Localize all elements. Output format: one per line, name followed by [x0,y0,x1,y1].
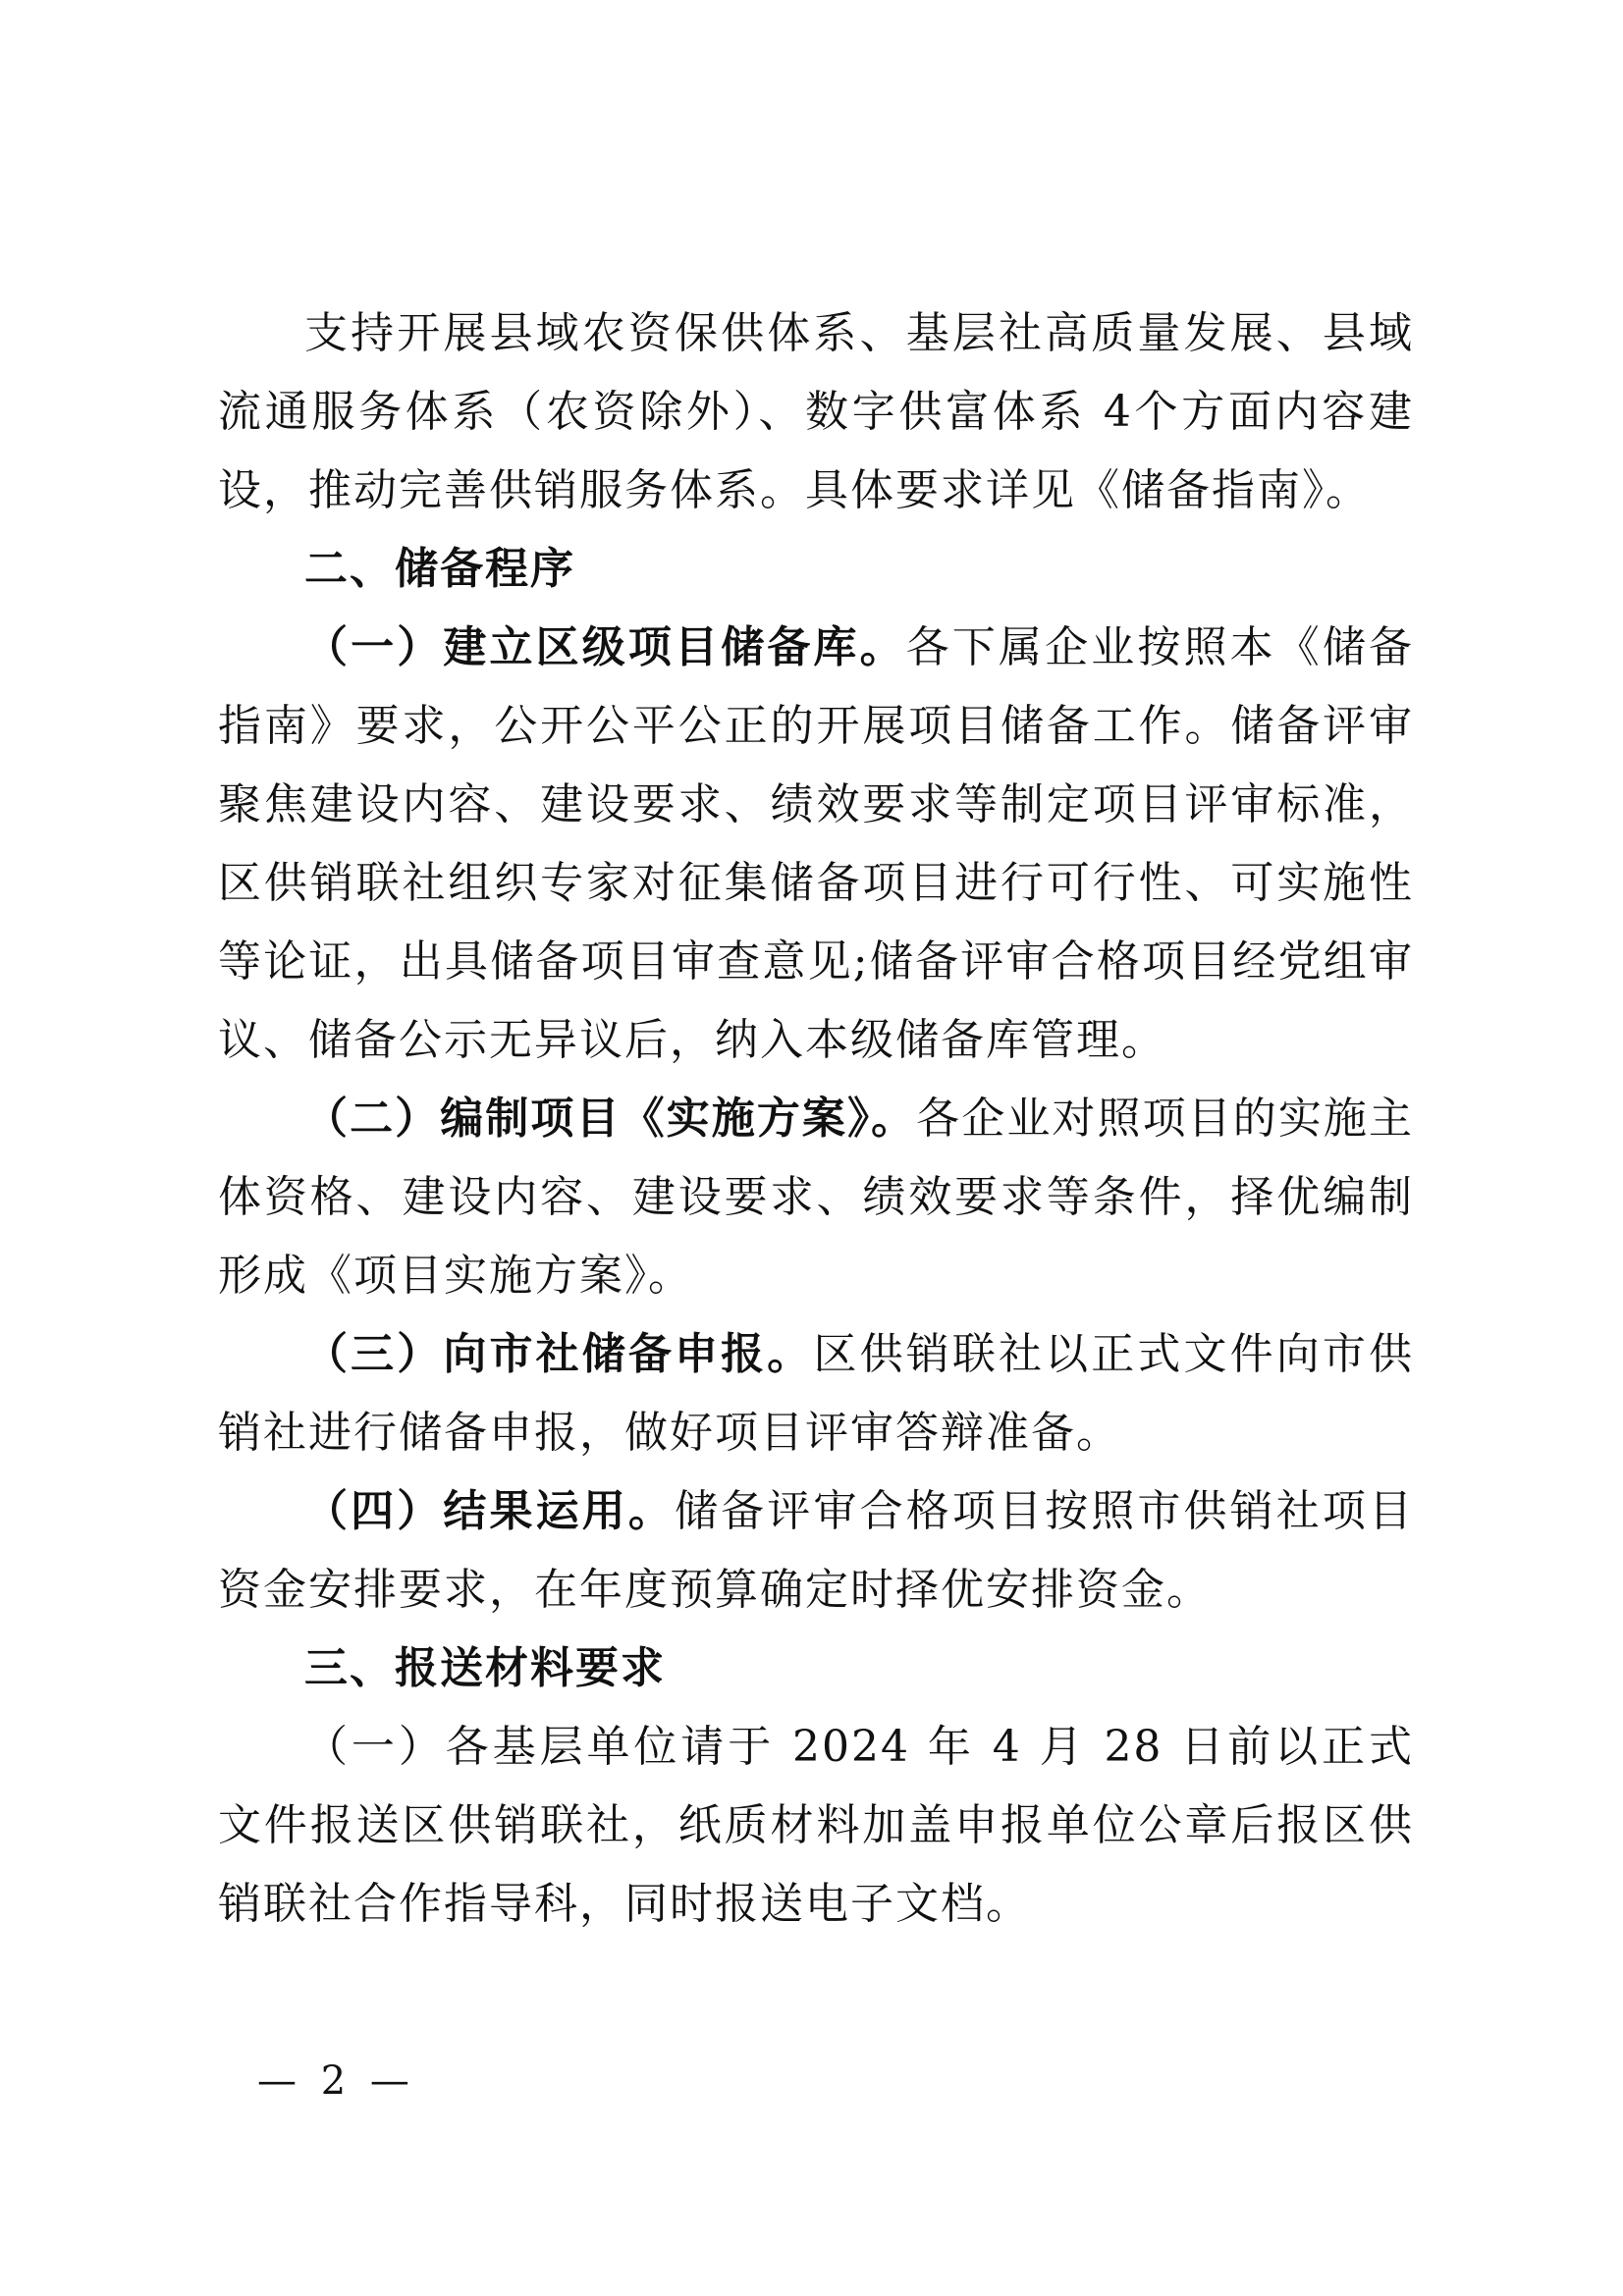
paragraph-step-4 [218,1472,1414,1629]
paragraph-step-1 [218,609,1414,1080]
paragraph-step-3 [218,1315,1414,1472]
step-3-body: 区供销联社以正式文件向市供销社进行储备申报，做好项目评审答辩准备。 [218,1329,1415,1458]
step-2-title: （二）编制项目《实施方案》。 [304,1094,917,1144]
step-4-title: （四）结果运用。 [304,1486,676,1536]
step-1-body: 各下属企业按照本《储备指南》要求，公开公平公正的开展项目储备工作。储备评审聚焦建设内容、建设要求、绩效要求等制定项目评审标准，区供销联社组织专家对征集储备项目进行可行性、可实施性等论证，出具储备项目审查意见;储备评审合格项目经党组审议、储备公示无异议后，纳入本级储备库管理。 [218,622,1415,1065]
document-body [218,294,1414,1944]
paragraph-scope: 支持开展县域农资保供体系、基层社高质量发展、县域流通服务体系（农资除外）、数字供富体系 4个方面内容建设，推动完善供销服务体系。具体要求详见《储备指南》。 [218,308,1414,515]
step-3-title: （三）向市社储备申报。 [304,1329,814,1379]
page-number: — 2 — [257,2058,415,2104]
step-2-body: 各企业对照项目的实施主体资格、建设内容、建设要求、绩效要求等条件，择优编制形成《项目实施方案》。 [218,1094,1415,1301]
paragraph-materials-1: （一）各基层单位请于 2024 年 4 月 28 日前以正式文件报送区供销联社，纸质材料加盖申报单位公章后报区供销联社合作指导科，同时报送电子文档。 [218,1722,1414,1929]
section-heading-materials: 三、报送材料要求 [304,1643,666,1693]
section-heading-procedure: 二、储备程序 [304,544,575,594]
paragraph-step-2 [218,1080,1414,1315]
step-4-body: 储备评审合格项目按照市供销社项目资金安排要求，在年度预算确定时择优安排资金。 [218,1486,1415,1615]
step-1-title: （一）建立区级项目储备库。 [304,622,906,672]
